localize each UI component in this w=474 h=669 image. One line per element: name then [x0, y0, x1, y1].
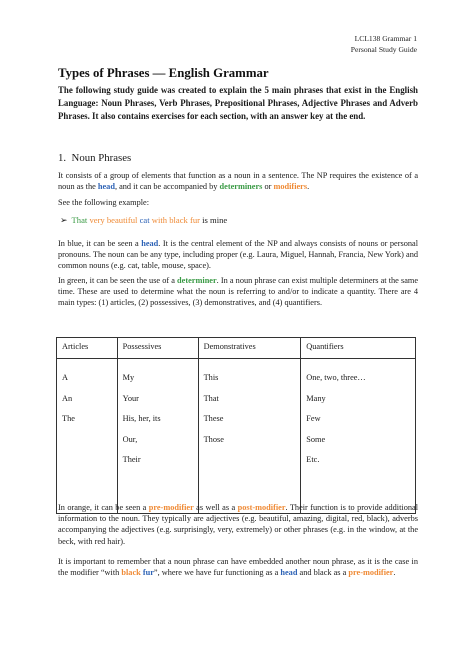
- possessives-cell: [117, 359, 198, 514]
- table-item: That: [203, 393, 219, 403]
- table-item: Your: [122, 393, 139, 403]
- post-modifier-term: post-modifier: [237, 503, 286, 512]
- text-run: . It is the central element of the NP and always consists of nouns or personal pronouns. The noun can be any type, including proper (e.g. Laura, Miguel, Hannah, Francia, New York) and common nouns (e.g. cat, table, mouse, space).: [58, 239, 418, 271]
- example-sentence: [60, 215, 227, 226]
- table-header-cell: Possessives: [117, 338, 198, 359]
- head-term: head: [141, 239, 159, 248]
- example-pre-modifier: very beautiful: [89, 215, 138, 225]
- table-item: A: [62, 373, 68, 382]
- table-item: One, two, three…: [306, 373, 366, 382]
- section-title: Noun Phrases: [71, 152, 132, 164]
- determiner-term: determiner: [177, 276, 217, 285]
- table-item: This: [203, 373, 219, 382]
- example-post-modifier: with black fur: [151, 215, 200, 225]
- text-run: .: [393, 568, 396, 578]
- text-run: In orange, it can be seen a: [58, 503, 149, 512]
- text-run: .: [307, 182, 310, 192]
- table-header-cell: Demonstratives: [198, 338, 301, 359]
- articles-cell: [57, 359, 118, 514]
- arrow-bullet-icon: ➢: [60, 215, 68, 225]
- table-item: Our,: [122, 434, 138, 444]
- pre-modifier-term: pre-modifier: [148, 503, 194, 512]
- text-run: . Their function is to provide additional information to the noun. They typically are adjectives (e.g. beautiful, amazing, digital, red, black), adverbs accompanying the adjectives (e.g. surprisingly, very, extremely) or other phrases (e.g. in the window, at the beck, with red hair).: [58, 503, 418, 546]
- table-item: Those: [203, 434, 224, 444]
- text-run: , and it can be accompanied by: [114, 182, 220, 192]
- page-title: Types of Phrases — English Grammar: [58, 66, 269, 80]
- table-item: These: [203, 414, 224, 423]
- page-header: [351, 33, 417, 55]
- section-heading: [58, 152, 131, 164]
- text-run: and black as a: [297, 568, 349, 578]
- table-item: Their: [122, 455, 141, 464]
- table-item: Etc.: [306, 455, 320, 464]
- fur-head: fur: [142, 568, 154, 578]
- determiners-term: determiners: [219, 182, 263, 192]
- text-run: . In a noun phrase can exist multiple determiners at the same time. These are used to determine what the noun is referring to and/or to indicate a quantity. There are 4 main types: (1) articles, (2) possessives, (3) demonstratives, and (4) quantifiers.: [58, 276, 419, 308]
- text-run: It is important to remember that a noun phrase can have embedded another noun phrase, as it is the case in the modifier “with: [58, 557, 418, 578]
- example-rest: is mine: [202, 215, 228, 225]
- table-item: The: [62, 414, 75, 423]
- text-run: It consists of a group of elements that function as a noun in a sentence. The NP requires the existence of a noun as the: [58, 171, 418, 192]
- table-item: An: [62, 393, 73, 403]
- determiner-paragraph: [58, 275, 418, 309]
- head-paragraph: [58, 238, 418, 272]
- black-pre-modifier: black: [121, 568, 141, 578]
- table-item: Few: [306, 414, 321, 423]
- pre-modifier-term: pre-modifier: [348, 568, 394, 578]
- header-subtitle: Personal Study Guide: [350, 45, 417, 54]
- head-term: head: [280, 568, 298, 578]
- intro-paragraph: The following study guide was created to explain the 5 main phrases that exist in the English Language: Noun Phrases, Verb Phrases, Prepositional Phrases, Adjective Phrases and Adverb Phrases. It also contains exercises for each section, with an answer key at the end.: [58, 85, 418, 121]
- text-run: ”, where we have fur functioning as a: [153, 568, 281, 578]
- text-run: or: [262, 182, 274, 192]
- text-run: In blue, it can be seen a: [58, 239, 142, 248]
- text-run: as well as a: [193, 503, 238, 512]
- table-header-cell: Quantifiers: [301, 338, 416, 359]
- demonstratives-cell: [198, 359, 301, 514]
- text-run: In green, it can be seen the use of a: [58, 276, 178, 285]
- see-example-text: See the following example:: [58, 198, 150, 207]
- definition-paragraph: [58, 170, 418, 192]
- course-code: LCL138 Grammar 1: [354, 34, 417, 43]
- head-term: head: [97, 182, 115, 192]
- modifier-paragraph: [58, 502, 418, 547]
- embedded-np-paragraph: [58, 556, 418, 578]
- quantifiers-cell: [301, 359, 416, 514]
- example-determiner: That: [71, 215, 88, 225]
- example-head: cat: [139, 215, 150, 225]
- table-row: [57, 359, 416, 514]
- table-item: My: [122, 373, 135, 382]
- table-item: Some: [306, 434, 326, 444]
- table-item: His, her, its: [122, 414, 161, 423]
- table-item: Many: [306, 393, 326, 403]
- table-header-row: [57, 338, 416, 359]
- determiners-table: [56, 337, 416, 514]
- table-header-cell: Articles: [57, 338, 118, 359]
- section-number: 1.: [58, 152, 67, 164]
- modifiers-term: modifiers: [273, 182, 308, 192]
